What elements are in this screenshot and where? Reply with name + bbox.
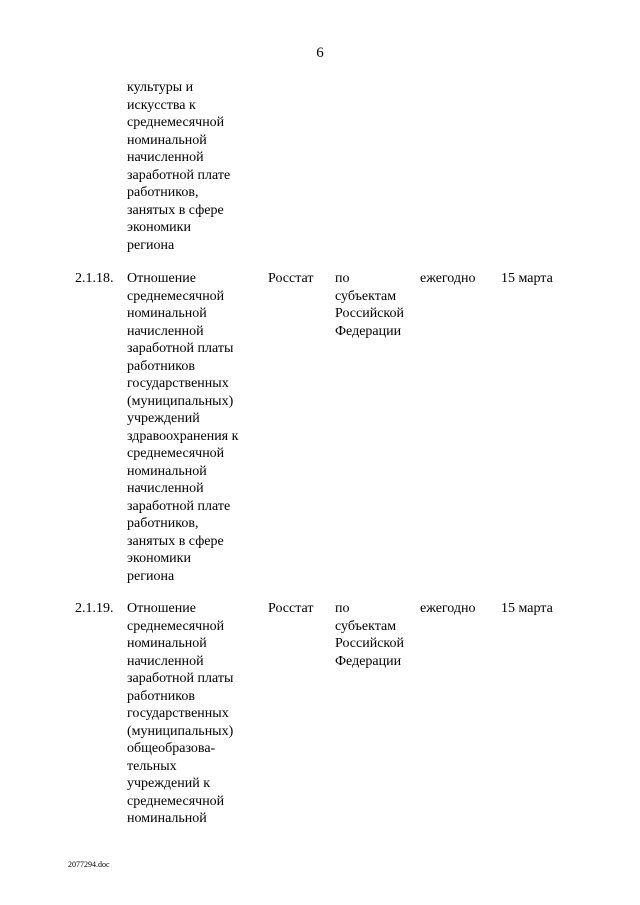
periodicity-text: ежегодно [420, 601, 476, 616]
deadline-text: 15 марта [501, 271, 553, 286]
row-number: 2.1.18. [75, 271, 114, 286]
level-text: по субъектам Российской Федерации [335, 271, 404, 339]
periodicity-text: ежегодно [420, 271, 476, 286]
level-text: по субъектам Российской Федерации [335, 601, 404, 669]
deadline-text: 15 марта [501, 601, 553, 616]
continued-indicator-text: культуры и искусства к среднемесячной номинальной начисленной заработной плате работников, занятых в сфере экономики региона [127, 80, 231, 253]
page-number: 6 [316, 45, 324, 61]
footer-file-name: 2077294.doc [68, 860, 110, 869]
row-number: 2.1.19. [75, 601, 114, 616]
source-text: Росстат [268, 601, 314, 616]
indicator-text: Отношение среднемесячной номинальной начисленной заработной платы работников государственных (муниципальных) общеобразова- тельных учреждений к среднемесячной номинальной [127, 601, 234, 826]
indicator-text: Отношение среднемесячной номинальной начисленной заработной платы работников государственных (муниципальных) учреждений здравоохранения к среднемесячной номинальной начисленной заработной плате работников, занятых в сфере экономики региона [127, 271, 239, 584]
source-text: Росстат [268, 271, 314, 286]
